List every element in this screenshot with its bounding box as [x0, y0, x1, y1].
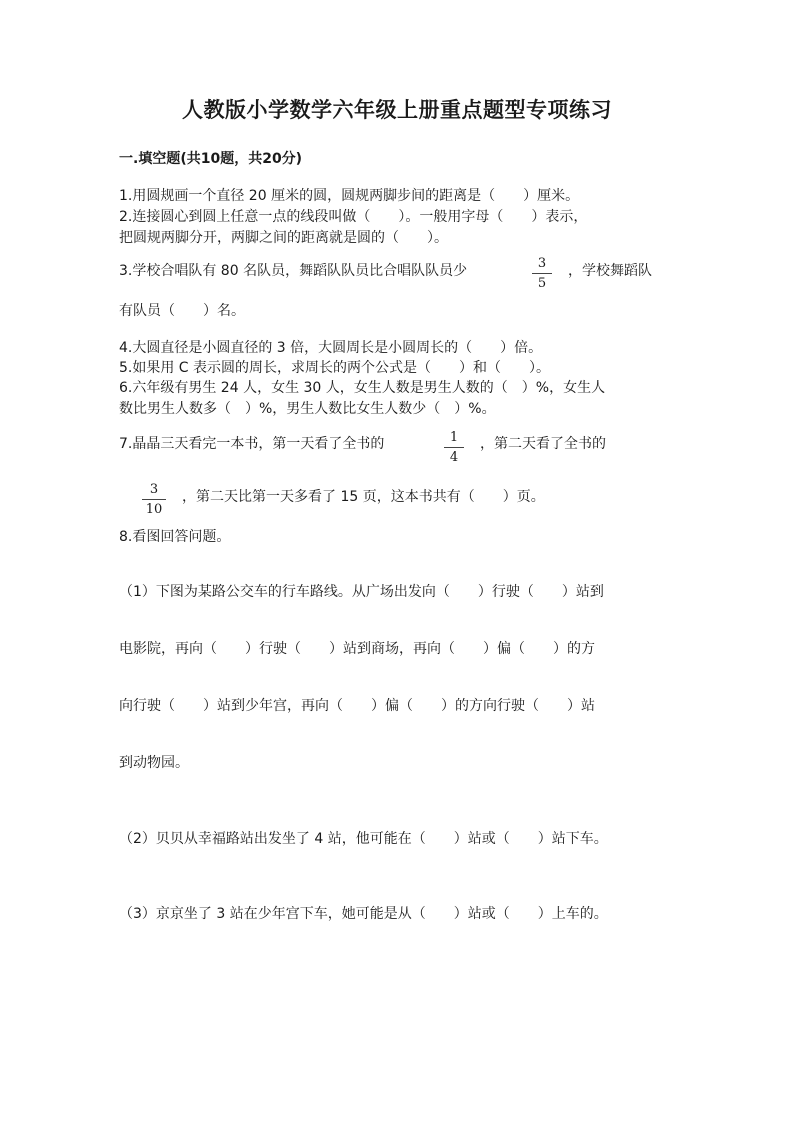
question-8-1-line-2: 电影院，再向（ ）行驶（ ）站到商场，再向（ ）偏（ ）的方: [119, 641, 595, 657]
fraction-3-10: [142, 482, 166, 517]
fraction-denominator: 4: [449, 450, 459, 465]
question-4: 4.大圆直径是小圆直径的 3 倍，大圆周长是小圆周长的（ ）倍。: [119, 340, 543, 356]
fraction-denominator: 10: [145, 502, 163, 517]
fraction-bar: [444, 447, 464, 448]
fraction-numerator: 1: [449, 430, 459, 445]
question-8-2: （2）贝贝从幸福路站出发坐了 4 站，他可能在（ ）站或（ ）站下车。: [119, 831, 608, 847]
question-1: 1.用圆规画一个直径 20 厘米的圆，圆规两脚步间的距离是（ ）厘米。: [119, 188, 580, 204]
fraction-bar: [142, 499, 166, 500]
question-3-line-2: 有队员（ ）名。: [119, 303, 245, 319]
question-8-3: （3）京京坐了 3 站在少年宫下车，她可能是从（ ）站或（ ）上车的。: [119, 906, 608, 922]
question-3-line-1a: 3.学校合唱队有 80 名队员，舞蹈队队员比合唱队队员少: [119, 263, 468, 279]
question-2-line-2: 把圆规两脚分开，两脚之间的距离就是圆的（ ）。: [119, 230, 448, 246]
question-8-1-line-3: 向行驶（ ）站到少年宫，再向（ ）偏（ ）的方向行驶（ ）站: [119, 698, 595, 714]
question-7-line-1a: 7.晶晶三天看完一本书，第一天看了全书的: [119, 436, 385, 452]
question-3-line-1b: ，学校舞蹈队: [568, 263, 652, 279]
question-2-line-1: 2.连接圆心到圆上任意一点的线段叫做（ ）。一般用字母（ ）表示，: [119, 209, 588, 225]
fraction-denominator: 5: [537, 276, 547, 291]
question-6-line-1: 6.六年级有男生 24 人，女生 30 人，女生人数是男生人数的（ ）%，女生人: [119, 380, 606, 396]
fraction-bar: [532, 273, 552, 274]
question-6-line-2: 数比男生人数多（ ）%，男生人数比女生人数少（ ）%。: [119, 401, 496, 417]
question-5: 5.如果用 C 表示圆的周长，求周长的两个公式是（ ）和（ ）。: [119, 360, 551, 376]
fraction-1-4: [444, 430, 464, 465]
fraction-3-5: [532, 256, 552, 291]
fraction-numerator: 3: [149, 482, 159, 497]
section-heading: 一.填空题(共10题，共20分): [119, 151, 303, 167]
question-7-line-2: ，第二天比第一天多看了 15 页，这本书共有（ ）页。: [182, 489, 545, 505]
fraction-numerator: 3: [537, 256, 547, 271]
question-8: 8.看图回答问题。: [119, 529, 231, 545]
question-8-1-line-1: （1）下图为某路公交车的行车路线。从广场出发向（ ）行驶（ ）站到: [119, 584, 604, 600]
question-8-1-line-4: 到动物园。: [119, 755, 189, 771]
page-title: 人教版小学数学六年级上册重点题型专项练习: [182, 97, 612, 122]
question-7-line-1b: ，第二天看了全书的: [480, 436, 606, 452]
